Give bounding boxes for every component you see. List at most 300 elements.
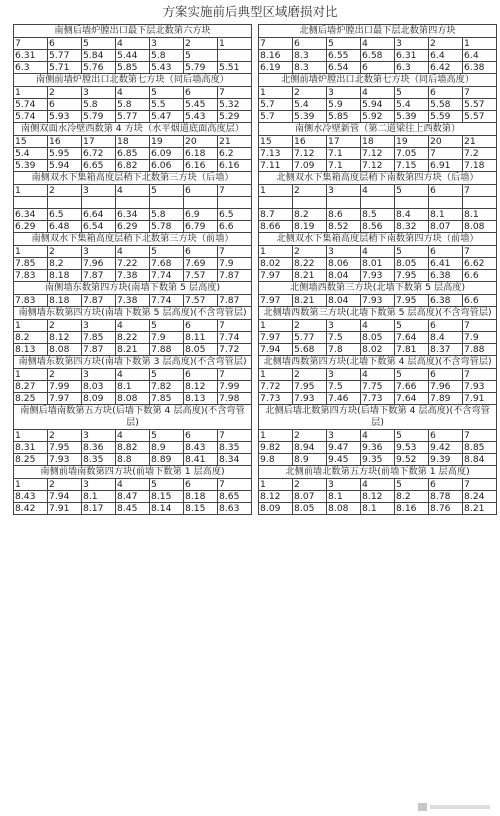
measurement-cell: 7	[429, 148, 463, 160]
measurement-cell: 8.12	[184, 381, 218, 393]
measurement-cell: 6	[361, 62, 395, 74]
measurement-cell: 3	[327, 430, 361, 442]
measurement-cell: 6.9	[184, 209, 218, 221]
column-divider	[252, 491, 259, 503]
measurement-cell: 5.74	[14, 111, 48, 123]
measurement-cell: 3	[327, 87, 361, 99]
measurement-cell: 7.94	[259, 344, 293, 356]
section-caption-right: 北侧前墙炉膛出口北数第七方块（同后墙高度）	[259, 74, 497, 87]
section-caption-left: 南侧双面水冷壁西数第 4 方块（水平烟道底面高度层）	[14, 123, 252, 136]
measurement-cell: 7.73	[361, 393, 395, 405]
table-row	[14, 270, 497, 282]
measurement-cell: 8.1	[116, 381, 150, 393]
measurement-cell: 5.95	[48, 148, 82, 160]
measurement-cell: 5	[150, 430, 184, 442]
measurement-cell: 4	[361, 320, 395, 332]
measurement-cell: 8.35	[218, 442, 252, 454]
measurement-cell: 6.6	[218, 221, 252, 233]
measurement-cell: 4	[116, 185, 150, 197]
section-caption-row	[14, 356, 497, 369]
measurement-cell: 4	[361, 185, 395, 197]
measurement-cell	[395, 197, 429, 209]
table-row	[14, 479, 497, 491]
measurement-cell: 8.42	[14, 503, 48, 515]
measurement-cell	[463, 197, 497, 209]
column-divider	[252, 233, 259, 246]
section-caption-row	[14, 172, 497, 185]
table-row	[14, 209, 497, 221]
measurement-cell: 7	[218, 246, 252, 258]
measurement-cell: 7.96	[429, 381, 463, 393]
measurement-cell: 1	[14, 320, 48, 332]
measurement-cell: 8.45	[116, 503, 150, 515]
measurement-cell: 7.74	[150, 295, 184, 307]
measurement-cell: 8.6	[327, 209, 361, 221]
measurement-cell: 7.5	[327, 381, 361, 393]
measurement-cell: 5.4	[14, 148, 48, 160]
section-caption-row	[14, 405, 497, 430]
column-divider	[252, 344, 259, 356]
measurement-cell: 8.04	[327, 295, 361, 307]
section-caption-right: 北侧墙西数第三方块(北墙下数第 5 层高度)	[259, 282, 497, 295]
measurement-cell: 8.1	[361, 503, 395, 515]
measurement-cell: 6.58	[361, 50, 395, 62]
measurement-cell: 16	[48, 136, 82, 148]
measurement-cell: 7	[218, 320, 252, 332]
measurement-cell: 5.77	[293, 332, 327, 344]
measurement-cell: 9.39	[429, 454, 463, 466]
measurement-cell: 6	[429, 369, 463, 381]
measurement-cell: 8.63	[218, 503, 252, 515]
measurement-cell: 6	[184, 246, 218, 258]
measurement-cell: 6.82	[116, 160, 150, 172]
measurement-cell	[48, 197, 82, 209]
measurement-cell: 5.74	[14, 99, 48, 111]
measurement-cell: 7.9	[218, 258, 252, 270]
measurement-cell: 8.2	[14, 332, 48, 344]
section-caption-row	[14, 25, 497, 38]
measurement-cell: 7.91	[463, 393, 497, 405]
column-divider	[252, 185, 259, 197]
measurement-cell: 7.93	[361, 270, 395, 282]
measurement-cell: 8.17	[82, 503, 116, 515]
measurement-cell: 6.34	[14, 209, 48, 221]
measurement-cell: 5	[150, 246, 184, 258]
column-divider	[252, 62, 259, 74]
measurement-cell: 17	[327, 136, 361, 148]
measurement-cell: 4	[116, 87, 150, 99]
measurement-cell: 5	[150, 369, 184, 381]
measurement-cell: 20	[429, 136, 463, 148]
measurement-cell: 5.76	[82, 62, 116, 74]
measurement-cell: 8.09	[82, 393, 116, 405]
measurement-cell: 18	[116, 136, 150, 148]
measurement-cell: 5	[395, 320, 429, 332]
measurement-cell: 15	[14, 136, 48, 148]
measurement-cell: 7.72	[259, 381, 293, 393]
measurement-cell: 8.25	[14, 393, 48, 405]
measurement-cell: 6.3	[14, 62, 48, 74]
section-caption-left: 南侧后墙炉膛出口最下层北数第六方块	[14, 25, 252, 38]
measurement-cell	[150, 197, 184, 209]
section-caption-row	[14, 466, 497, 479]
measurement-cell: 9.53	[395, 442, 429, 454]
measurement-cell: 7.05	[395, 148, 429, 160]
column-divider	[252, 258, 259, 270]
measurement-cell: 8.1	[429, 209, 463, 221]
measurement-cell: 4	[116, 479, 150, 491]
measurement-cell: 3	[82, 479, 116, 491]
measurement-cell: 5.94	[48, 160, 82, 172]
measurement-cell: 9.35	[361, 454, 395, 466]
measurement-cell	[429, 197, 463, 209]
measurement-cell: 7.83	[14, 295, 48, 307]
column-divider	[252, 172, 259, 185]
column-divider	[252, 381, 259, 393]
measurement-cell: 7.88	[150, 344, 184, 356]
measurement-cell: 6.6	[463, 295, 497, 307]
measurement-cell: 5.32	[218, 99, 252, 111]
measurement-cell: 7.87	[82, 270, 116, 282]
measurement-cell: 19	[150, 136, 184, 148]
measurement-cell: 7	[463, 430, 497, 442]
measurement-cell: 9.82	[259, 442, 293, 454]
measurement-cell: 7.75	[361, 381, 395, 393]
measurement-cell: 8.9	[150, 442, 184, 454]
measurement-cell: 5.58	[429, 99, 463, 111]
measurement-cell: 8.78	[429, 491, 463, 503]
measurement-cell: 5.59	[429, 111, 463, 123]
measurement-cell: 8.3	[293, 50, 327, 62]
measurement-cell: 8.06	[327, 258, 361, 270]
measurement-cell: 8.08	[116, 393, 150, 405]
measurement-cell: 5.8	[150, 50, 184, 62]
section-caption-right: 北侧后墙北数第四方块(后墙下数第 4 层高度)(不含弯管层)	[259, 405, 497, 430]
measurement-cell: 1	[218, 38, 252, 50]
measurement-cell: 7.93	[463, 381, 497, 393]
measurement-cell: 8.19	[293, 221, 327, 233]
measurement-cell: 9.8	[259, 454, 293, 466]
measurement-cell: 9.52	[395, 454, 429, 466]
measurement-cell	[259, 197, 293, 209]
measurement-cell: 6.62	[463, 258, 497, 270]
measurement-cell: 1	[14, 369, 48, 381]
measurement-cell: 6.18	[184, 148, 218, 160]
measurement-cell: 3	[82, 185, 116, 197]
measurement-cell: 7.57	[184, 270, 218, 282]
measurement-cell: 8.2	[395, 491, 429, 503]
table-row	[14, 62, 497, 74]
measurement-cell: 8.21	[293, 270, 327, 282]
measurement-cell: 7.93	[293, 393, 327, 405]
measurement-cell: 8.02	[361, 344, 395, 356]
measurement-cell: 8.13	[184, 393, 218, 405]
measurement-cell: 7.73	[259, 393, 293, 405]
measurement-cell: 5.71	[48, 62, 82, 74]
table-row	[14, 148, 497, 160]
measurement-cell: 1	[259, 479, 293, 491]
measurement-cell: 1	[14, 185, 48, 197]
measurement-cell: 7.95	[395, 270, 429, 282]
measurement-cell: 2	[293, 246, 327, 258]
measurement-cell: 1	[259, 430, 293, 442]
measurement-cell: 5.77	[48, 50, 82, 62]
measurement-cell: 6	[184, 430, 218, 442]
section-caption-right: 北侧墙西数第四方块(北墙下数第 4 层高度)(不含弯管层)	[259, 356, 497, 369]
measurement-cell: 8.1	[463, 209, 497, 221]
measurement-cell	[293, 197, 327, 209]
measurement-cell: 2	[293, 185, 327, 197]
measurement-cell: 5.8	[82, 99, 116, 111]
measurement-cell: 7	[463, 185, 497, 197]
measurement-cell: 4	[361, 430, 395, 442]
measurement-cell: 8.66	[259, 221, 293, 233]
measurement-cell: 5.43	[184, 111, 218, 123]
measurement-cell	[218, 50, 252, 62]
measurement-cell: 16	[293, 136, 327, 148]
measurement-cell: 7.18	[463, 160, 497, 172]
column-divider	[252, 393, 259, 405]
section-caption-left: 南侧前墙炉膛出口北数第七方块（同后墙高度）	[14, 74, 252, 87]
column-divider	[252, 148, 259, 160]
measurement-cell: 7.99	[218, 381, 252, 393]
column-divider	[252, 38, 259, 50]
measurement-cell: 7.88	[463, 344, 497, 356]
watermark-logo	[418, 802, 492, 812]
measurement-cell: 2	[48, 87, 82, 99]
measurement-cell: 8.21	[293, 295, 327, 307]
measurement-cell: 7.68	[150, 258, 184, 270]
measurement-cell: 8.9	[293, 454, 327, 466]
measurement-cell: 6.06	[150, 160, 184, 172]
column-divider	[252, 503, 259, 515]
measurement-cell: 5.79	[82, 111, 116, 123]
measurement-cell: 9.45	[327, 454, 361, 466]
measurement-cell: 7.1	[327, 160, 361, 172]
measurement-cell: 5	[395, 185, 429, 197]
measurement-cell: 2	[48, 185, 82, 197]
measurement-cell: 6.38	[463, 62, 497, 74]
measurement-cell: 7	[218, 87, 252, 99]
measurement-cell: 5.29	[218, 111, 252, 123]
column-divider	[252, 307, 259, 320]
measurement-cell: 2	[293, 479, 327, 491]
measurement-cell: 7.66	[395, 381, 429, 393]
table-row	[14, 430, 497, 442]
measurement-cell: 5.8	[116, 99, 150, 111]
table-row	[14, 369, 497, 381]
table-row	[14, 111, 497, 123]
wear-comparison-table	[13, 24, 497, 515]
measurement-cell: 5.85	[116, 62, 150, 74]
measurement-cell: 8.4	[429, 332, 463, 344]
measurement-cell: 8.85	[463, 442, 497, 454]
measurement-cell: 4	[361, 38, 395, 50]
measurement-cell: 5.39	[14, 160, 48, 172]
measurement-cell: 1	[14, 479, 48, 491]
measurement-cell: 3	[395, 38, 429, 50]
measurement-cell: 6.72	[82, 148, 116, 160]
column-divider	[252, 99, 259, 111]
measurement-cell: 5	[82, 38, 116, 50]
section-caption-row	[14, 282, 497, 295]
measurement-cell: 2	[293, 320, 327, 332]
measurement-cell: 4	[116, 38, 150, 50]
measurement-cell: 8.21	[116, 344, 150, 356]
measurement-cell: 7.12	[361, 148, 395, 160]
measurement-cell: 8.05	[395, 258, 429, 270]
measurement-cell: 5	[150, 185, 184, 197]
measurement-cell: 5.47	[150, 111, 184, 123]
measurement-cell: 3	[327, 246, 361, 258]
measurement-cell: 6.31	[14, 50, 48, 62]
measurement-cell: 8.76	[429, 503, 463, 515]
measurement-cell: 7.74	[218, 332, 252, 344]
measurement-cell: 8.41	[184, 454, 218, 466]
measurement-cell: 8.3	[293, 62, 327, 74]
section-caption-right: 北侧后墙炉膛出口最下层北数第四方块	[259, 25, 497, 38]
measurement-cell: 8.7	[259, 209, 293, 221]
measurement-cell: 19	[395, 136, 429, 148]
measurement-cell: 7.99	[48, 381, 82, 393]
measurement-cell: 4	[116, 430, 150, 442]
measurement-cell: 5.7	[259, 99, 293, 111]
column-divider	[252, 25, 259, 38]
column-divider	[252, 442, 259, 454]
measurement-cell: 6.38	[429, 270, 463, 282]
measurement-cell: 7.82	[150, 381, 184, 393]
measurement-cell: 1	[259, 185, 293, 197]
measurement-cell: 4	[116, 369, 150, 381]
measurement-cell: 1	[259, 87, 293, 99]
table-row	[14, 50, 497, 62]
measurement-cell: 20	[184, 136, 218, 148]
measurement-cell: 7.46	[327, 393, 361, 405]
measurement-cell: 5	[150, 479, 184, 491]
measurement-cell	[82, 197, 116, 209]
measurement-cell: 2	[184, 38, 218, 50]
measurement-cell: 7.93	[48, 454, 82, 466]
column-divider	[252, 369, 259, 381]
measurement-cell: 8.34	[218, 454, 252, 466]
measurement-cell: 5	[395, 479, 429, 491]
measurement-cell: 6	[184, 479, 218, 491]
measurement-cell: 7	[14, 38, 48, 50]
measurement-cell: 7	[463, 87, 497, 99]
measurement-cell: 5.45	[184, 99, 218, 111]
section-caption-left: 南侧双水下集箱高度层稍下北数第三方块（前墙）	[14, 233, 252, 246]
measurement-cell: 2	[48, 479, 82, 491]
measurement-cell: 5.93	[48, 111, 82, 123]
measurement-cell: 5.79	[184, 62, 218, 74]
measurement-cell: 8.07	[293, 491, 327, 503]
measurement-cell: 7.81	[395, 344, 429, 356]
measurement-cell: 9.42	[429, 442, 463, 454]
measurement-cell: 6	[184, 369, 218, 381]
measurement-cell: 6.16	[184, 160, 218, 172]
measurement-cell: 5	[395, 369, 429, 381]
measurement-cell: 8.21	[463, 503, 497, 515]
measurement-cell: 8.27	[14, 381, 48, 393]
column-divider	[252, 479, 259, 491]
measurement-cell: 7.97	[259, 270, 293, 282]
measurement-cell: 6	[48, 38, 82, 50]
measurement-cell: 1	[259, 320, 293, 332]
column-divider	[252, 111, 259, 123]
measurement-cell: 6	[429, 87, 463, 99]
table-row	[14, 381, 497, 393]
measurement-cell: 7	[463, 479, 497, 491]
measurement-cell: 7.09	[293, 160, 327, 172]
section-caption-left: 南侧双水下集箱高度层稍下北数第三方块（后墙）	[14, 172, 252, 185]
section-caption-right: 北侧双水下集箱高度层稍下南数第四方块（前墙）	[259, 233, 497, 246]
measurement-cell: 3	[82, 246, 116, 258]
column-divider	[252, 87, 259, 99]
measurement-cell: 2	[293, 369, 327, 381]
measurement-cell: 6.65	[82, 160, 116, 172]
column-divider	[252, 209, 259, 221]
measurement-cell: 3	[82, 369, 116, 381]
measurement-cell: 8.36	[82, 442, 116, 454]
measurement-cell: 6.38	[429, 295, 463, 307]
measurement-cell: 5	[395, 246, 429, 258]
measurement-cell: 6.31	[395, 50, 429, 62]
measurement-cell: 7	[463, 320, 497, 332]
measurement-cell	[184, 197, 218, 209]
measurement-cell: 8.47	[116, 491, 150, 503]
section-caption-right: 北侧墙西数第三方块(北墙下数第 5 层高度)(不含弯管层)	[259, 307, 497, 320]
measurement-cell: 8.05	[293, 503, 327, 515]
measurement-cell: 1	[14, 87, 48, 99]
measurement-cell: 7.69	[184, 258, 218, 270]
measurement-cell: 7.97	[48, 393, 82, 405]
measurement-cell: 8.82	[116, 442, 150, 454]
measurement-cell: 7.64	[395, 393, 429, 405]
measurement-cell: 7.87	[82, 295, 116, 307]
measurement-cell: 1	[259, 369, 293, 381]
measurement-cell: 6.85	[116, 148, 150, 160]
column-divider	[252, 197, 259, 209]
measurement-cell: 8.18	[184, 491, 218, 503]
measurement-cell: 5.5	[150, 99, 184, 111]
measurement-cell: 4	[361, 87, 395, 99]
measurement-cell: 5.68	[293, 344, 327, 356]
measurement-cell: 5.94	[361, 99, 395, 111]
measurement-cell: 7.95	[395, 295, 429, 307]
section-caption-row	[14, 123, 497, 136]
measurement-cell: 15	[259, 136, 293, 148]
section-caption-right: 北侧双水下集箱高度层稍下南数第四方块（后墙）	[259, 172, 497, 185]
measurement-cell: 5	[395, 430, 429, 442]
measurement-cell: 6.29	[14, 221, 48, 233]
measurement-cell: 1	[14, 430, 48, 442]
measurement-cell: 5.4	[293, 99, 327, 111]
measurement-cell: 6.29	[116, 221, 150, 233]
document-title: 方案实施前后典型区域磨损对比	[162, 4, 338, 19]
measurement-cell: 5.7	[259, 111, 293, 123]
measurement-cell: 7.13	[259, 148, 293, 160]
measurement-cell: 3	[327, 369, 361, 381]
measurement-cell: 6.4	[429, 50, 463, 62]
measurement-cell: 6.91	[429, 160, 463, 172]
measurement-cell: 8.07	[429, 221, 463, 233]
measurement-cell: 6.2	[218, 148, 252, 160]
measurement-cell: 7.38	[116, 295, 150, 307]
column-divider	[252, 160, 259, 172]
measurement-cell: 8.2	[293, 209, 327, 221]
measurement-cell: 7.98	[218, 393, 252, 405]
measurement-cell: 8.12	[48, 332, 82, 344]
